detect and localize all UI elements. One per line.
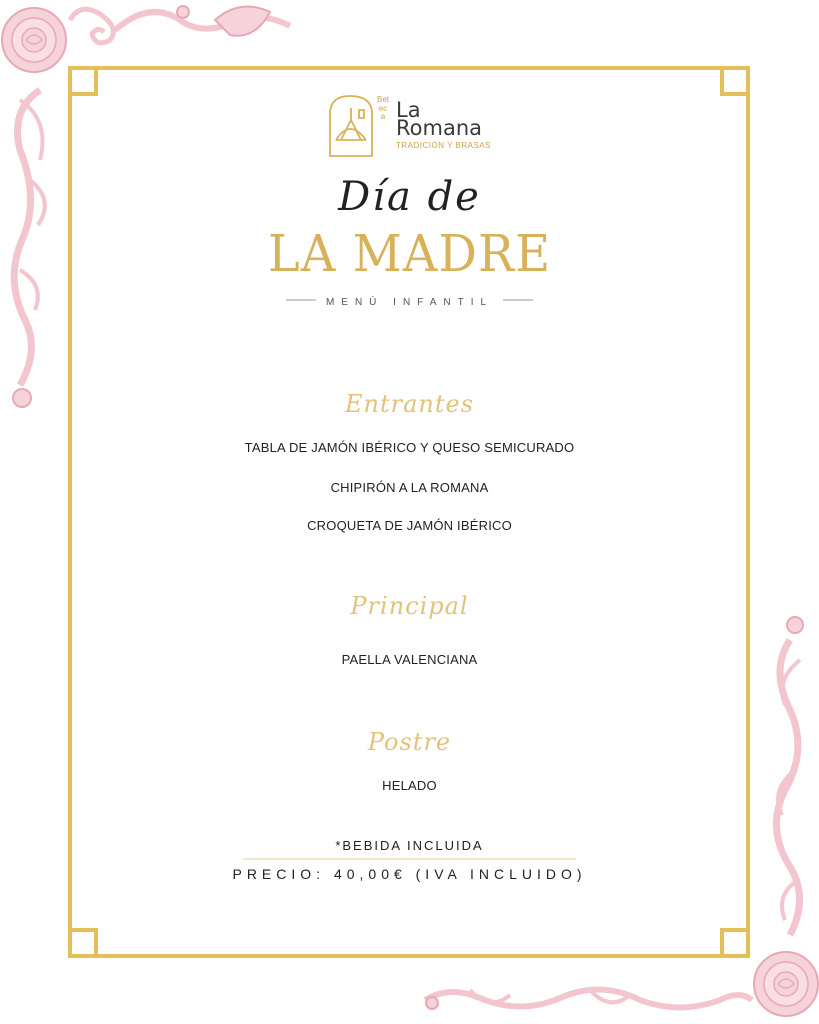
section-heading-entrantes: Entrantes <box>344 390 475 418</box>
subtitle-row <box>0 292 819 308</box>
scroll-bottom-ornament <box>425 989 752 1009</box>
dish-item: CROQUETA DE JAMÓN IBÉRICO <box>307 518 512 533</box>
scroll-top-ornament <box>70 6 290 43</box>
menu-subtitle: MENÚ INFANTIL <box>325 297 494 308</box>
dish-item: PAELLA VALENCIANA <box>341 652 478 667</box>
logo-word-romana: Romana <box>396 116 482 140</box>
section-heading-postre: Postre <box>367 728 452 756</box>
logo-tagline: TRADICIÓN Y BRASAS <box>396 141 491 150</box>
title-script: Día de <box>338 174 481 220</box>
price-line: PRECIO: 40,00€ (IVA INCLUIDO) <box>232 866 587 882</box>
dish-item: CHIPIRÓN A LA ROMANA <box>330 480 489 495</box>
rose-top-left-icon <box>2 8 66 72</box>
rose-bottom-right-icon <box>754 952 818 1016</box>
drink-included-note: *BEBIDA INCLUIDA <box>335 838 484 853</box>
logo-vertical-text: Beteca <box>377 95 390 122</box>
restaurant-logo <box>326 92 506 156</box>
dish-item: TABLA DE JAMÓN IBÉRICO Y QUESO SEMICURADO <box>244 440 575 455</box>
logo-word-la: La <box>396 98 421 122</box>
title-main: LA MADRE <box>267 224 552 284</box>
section-heading-principal: Principal <box>350 592 469 620</box>
dish-item: HELADO <box>382 778 437 793</box>
